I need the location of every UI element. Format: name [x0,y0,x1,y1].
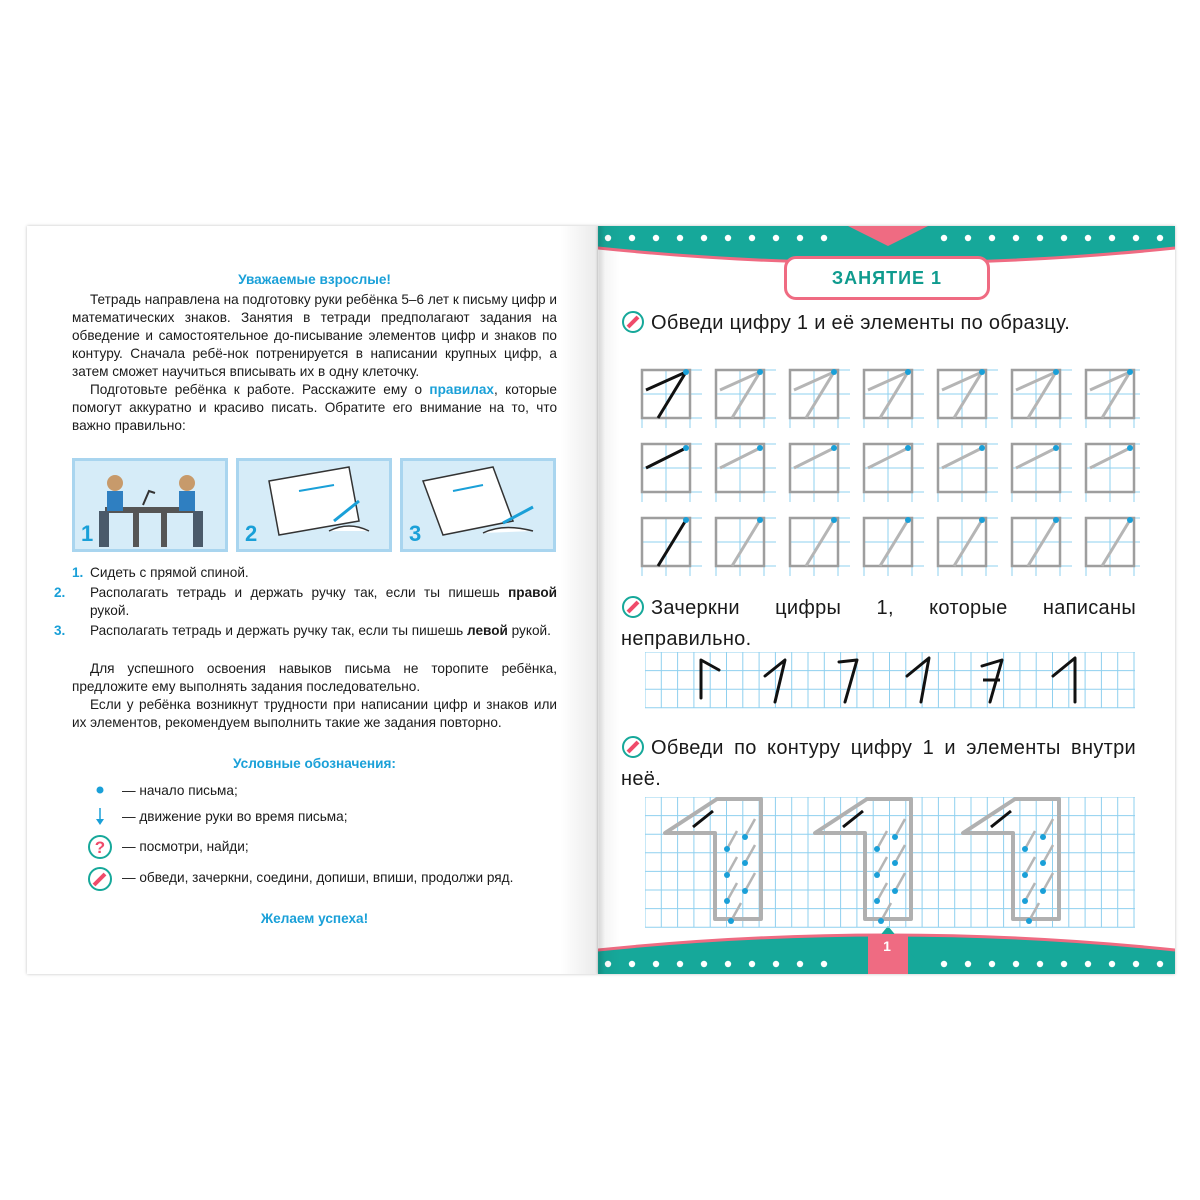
advice-paragraphs [72,660,557,732]
intro-text: Тетрадь направлена на подготовку руки ребёнка 5–6 лет к письму цифр и математических знаков. Занятия в тетради предполагают задания на обведение и самостоятельное до-писывание элементов цифр и знаков по контуру. Сначала ребё-нок потренируется в написании крупных цифр, а затем сможет научиться вписывать их в одну клеточку. [72,292,557,379]
illustration-right-hand [236,458,392,552]
dot-icon [90,782,110,798]
task-1-grid [640,368,1140,578]
pencil-icon [621,310,645,341]
closing-text: Желаем успеха! [260,911,369,926]
task-3-grid [645,797,1135,929]
greeting-heading: Уважаемые взрослые! [238,272,391,287]
prepare-text-b: , которые помогут аккуратно и красиво писать. Обратите его внимание на то, что важно правильно: [72,382,557,433]
advice-text-1: Для успешного освоения навыков письма не торопите ребёнка, предложите ему выполнять задания последовательно. [72,661,557,694]
svg-text:?: ? [94,838,106,857]
illustration-number: 1 [81,521,94,546]
task-1-text: Обведи цифру 1 и её элементы по образцу. [651,312,1071,334]
arrow-down-icon [90,806,110,826]
task-3-text: Обведи по контуру цифру 1 и элементы внутри неё. [621,737,1136,790]
task-1 [621,310,1136,341]
rule-text-end: рукой. [90,603,130,618]
intro-paragraph [72,291,557,435]
task-3 [621,735,1136,792]
rule-bold: правой [508,585,557,600]
rule-text: Сидеть с прямой спиной. [90,565,249,580]
rule-text: Располагать тетрадь и держать ручку так, если ты пишешь [90,585,509,600]
rule-2 [54,584,557,620]
rule-number: 1. [72,565,84,580]
lesson-title: ЗАНЯТИЕ 1 [784,256,990,300]
rule-bold: левой [467,623,508,638]
rule-number: 3. [54,623,66,638]
illustration-number: 2 [245,521,258,546]
left-hand-writing-icon [403,461,553,549]
pencil-icon [621,595,645,626]
rule-number: 2. [54,585,66,600]
legend-text: — движение руки во время письма; [122,809,348,824]
legend-text: — посмотри, найди; [122,839,249,854]
illustration-left-hand [400,458,556,552]
pencil-icon [621,735,645,766]
rule-text-end: рукой. [507,623,551,638]
prepare-text-a: Подготовьте ребёнка к работе. Расскажите ему о [90,382,430,397]
rules-link: правилах [429,382,494,397]
legend-text: — начало письма; [122,783,238,798]
rule-1 [72,564,557,582]
advice-text-2: Если у ребёнка возникнут трудности при написании цифр и знаков или их элементов, рекомендуем выполнить такие же задания повторно. [72,697,557,730]
rule-3 [54,622,557,640]
legend-heading: Условные обозначения: [233,756,396,771]
illustration-number: 3 [409,521,422,546]
rule-text: Располагать тетрадь и держать ручку так, если ты пишешь [90,623,467,638]
prepare-text [72,381,557,435]
legend-text: — обведи, зачеркни, соедини, допиши, впиши, продолжи ряд. [122,870,514,885]
task-2-grid [645,652,1135,710]
task-2-text: Зачеркни цифры 1, которые написаны неправильно. [621,597,1136,650]
page-number: 1 [883,938,891,954]
desk-figures-icon [75,461,225,549]
illustration-sitting [72,458,228,552]
pencil-icon [87,866,113,892]
task-2 [621,595,1136,652]
right-hand-writing-icon [239,461,389,549]
question-icon [87,834,113,860]
